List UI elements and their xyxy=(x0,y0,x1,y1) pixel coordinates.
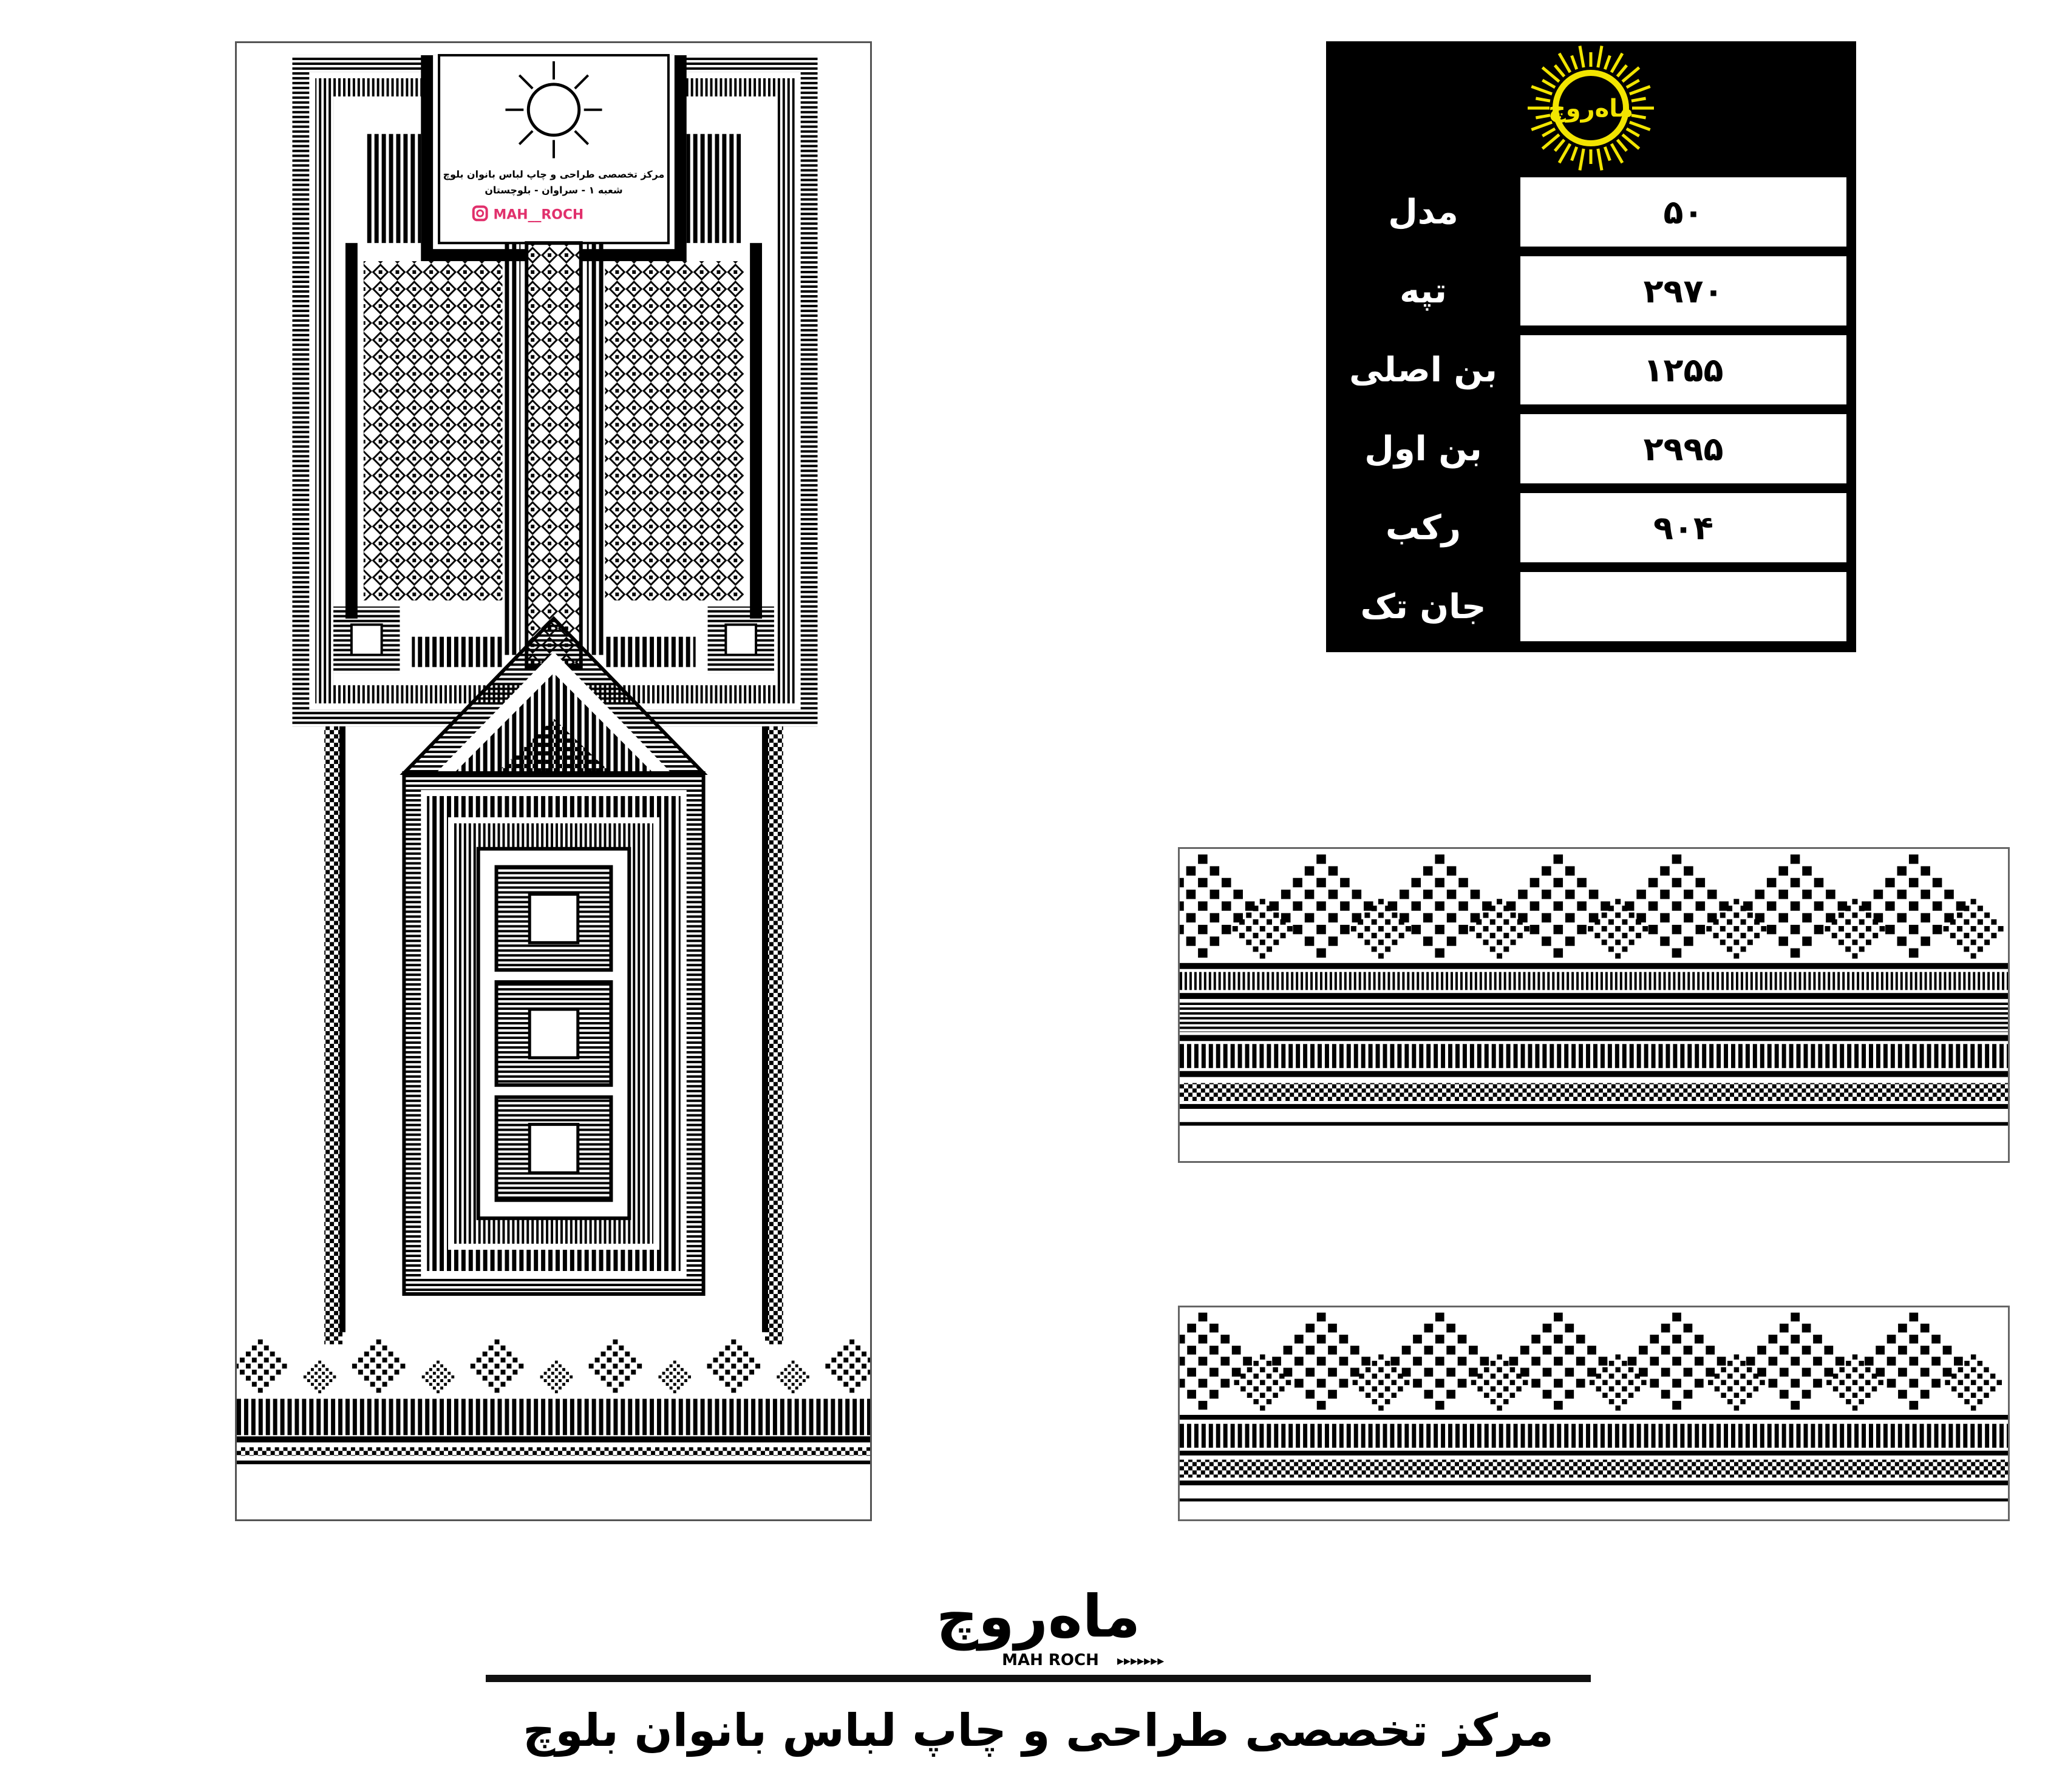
spec-value: ۱۲۵۵ xyxy=(1520,335,1846,404)
logo-text: ماه‌روچ xyxy=(1548,95,1634,123)
footer-logo-text: ماه‌روچ xyxy=(936,1582,1141,1651)
spec-label: رکب xyxy=(1336,493,1511,562)
spec-row-first-base xyxy=(1331,409,1851,483)
spec-row-sleeve xyxy=(1331,488,1851,562)
spec-value: ۲۹۷۰ xyxy=(1520,256,1846,325)
footer-tagline: مرکز تخصصی طراحی و چاپ لباس بانوان بلوچ xyxy=(523,1705,1554,1757)
spec-label: بن اول xyxy=(1336,414,1511,483)
spec-row-tape xyxy=(1331,251,1851,325)
neck-caption-line-2: شعبه ۱ - سراوان - بلوچستان xyxy=(485,184,623,196)
hem-motif-band xyxy=(237,1340,870,1394)
spec-row-model xyxy=(1331,172,1851,247)
border-strip-2-pattern xyxy=(1180,1307,2008,1519)
spec-value: ۹۰۴ xyxy=(1520,493,1846,562)
neck-caption-line-1: مرکز تخصصی طراحی و چاپ لباس بانوان بلوچ xyxy=(443,168,665,180)
spec-row-main-base xyxy=(1331,330,1851,404)
footer-brand-logo xyxy=(911,1579,1166,1676)
spec-value: ۲۹۹۵ xyxy=(1520,414,1846,483)
spec-value xyxy=(1520,572,1846,641)
spec-table xyxy=(1326,41,1856,652)
border-strip-2 xyxy=(1178,1306,2010,1521)
spec-label: بن اصلی xyxy=(1336,335,1511,404)
spec-row-jan-tak xyxy=(1331,567,1851,641)
spec-label: تپه xyxy=(1336,256,1511,325)
footer-divider xyxy=(486,1675,1591,1682)
border-strip-1 xyxy=(1178,847,2010,1163)
footer-logo-latin: MAH ROCH xyxy=(1002,1651,1099,1669)
instagram-handle: MAH__ROCH xyxy=(493,207,584,223)
spec-value: ۵۰ xyxy=(1520,177,1846,247)
brand-logo-yellow xyxy=(1326,41,1856,175)
dress-pattern-artwork xyxy=(237,43,870,1519)
arrow-row-icon: ▸▸▸▸▸▸▸ xyxy=(1117,1654,1165,1669)
spec-label: مدل xyxy=(1336,177,1511,247)
border-strip-1-pattern xyxy=(1180,849,2008,1161)
dress-design-panel xyxy=(235,41,872,1521)
spec-label: جان تک xyxy=(1336,572,1511,641)
